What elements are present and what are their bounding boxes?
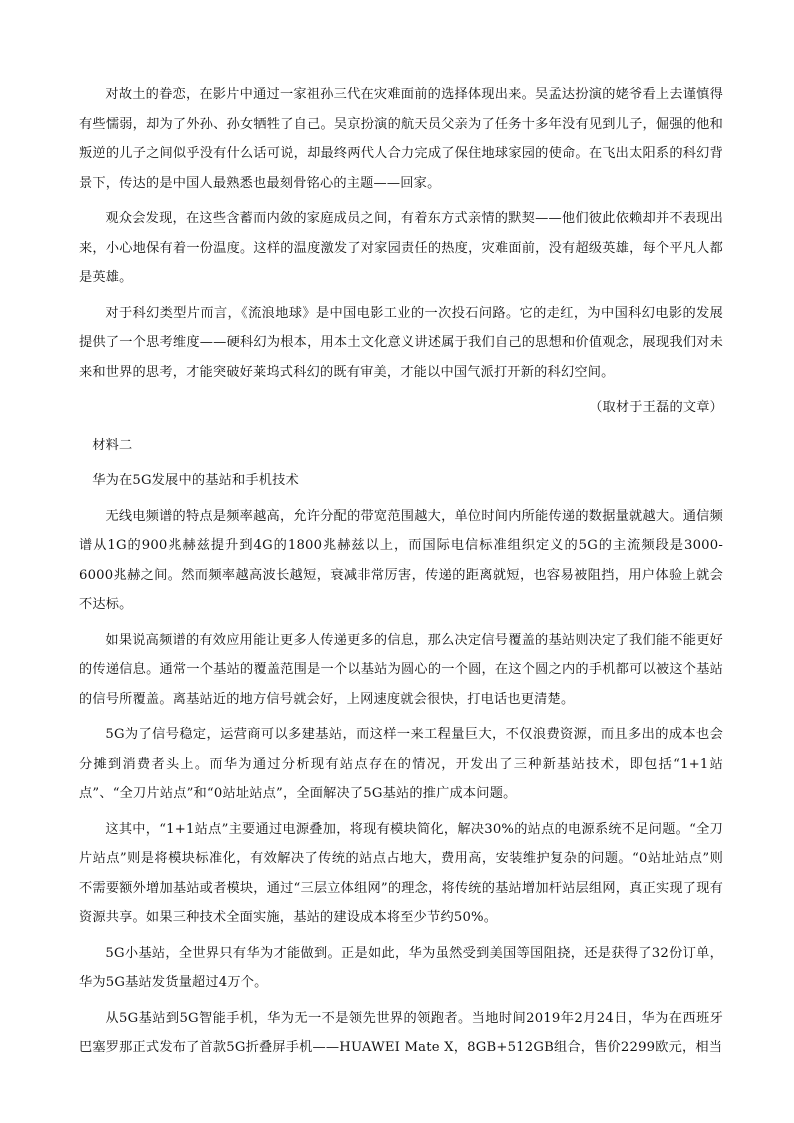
- material1-paragraph-2: 观众会发现，在这些含蓄而内敛的家庭成员之间，有着东方式亲情的默契——他们彼此依赖却并不表现出来，小心地保有着一份温度。这样的温度激发了对家园责任的热度，灾难面前，没有超级英雄，每个平凡人都是英雄。: [79, 211, 723, 285]
- material2-paragraph-5: 5G小基站，全世界只有华为才能做到。正是如此，华为虽然受到美国等国阻挠，还是获得了32份订单，华为5G基站发货量超过4万个。: [79, 945, 723, 990]
- material1-paragraph-3: 对于科幻类型片而言，《流浪地球》是中国电影工业的一次投石问路。它的走红，为中国科幻电影的发展提供了一个思考维度——硬科幻为根本，用本土文化意义讲述属于我们自己的思想和价值观念，展现我们对未来和世界的思考，才能突破好莱坞式科幻的既有审美，才能以中国气派打开新的科幻空间。: [79, 305, 723, 380]
- material2-paragraph-2: 如果说高频谱的有效应用能让更多人传递更多的信息，那么决定信号覆盖的基站则决定了我们能不能更好的传递信息。通常一个基站的覆盖范围是一个以基站为圆心的一个圆，在这个圆之内的手机都可以被这个基站的信号所覆盖。离基站近的地方信号就会好，上网速度就会很快，打电话也更清楚。: [79, 632, 723, 707]
- material2-paragraph-6: 从5G基站到5G智能手机，华为无一不是领先世界的领跑者。当地时间2019年2月24日，华为在西班牙巴塞罗那正式发布了首款5G折叠屏手机——HUAWEI Mate X，8GB+512GB组合，售价2299欧元，相当: [79, 1010, 723, 1055]
- material2-paragraph-4: 这其中，“1+1站点”主要通过电源叠加，将现有模块简化，解决30%的站点的电源系统不足问题。“全刀片站点”则是将模块标准化，有效解决了传统的站点占地大，费用高，安装维护复杂的问题。“0站址站点”则不需要额外增加基站或者模块，通过“三层立体组网”的理念，将传统的基站增加杆站层组网，真正实现了现有资源共享。如果三种技术全面实施，基站的建设成本将至少节约50%。: [79, 821, 723, 925]
- material2-paragraph-1: 无线电频谱的特点是频率越高，允许分配的带宽范围越大，单位时间内所能传递的数据量就越大。通信频谱从1G的900兆赫兹提升到4G的1800兆赫兹以上，而国际电信标准组织定义的5G的主流频段是3000-6000兆赫之间。然而频率越高波长越短，衰减非常厉害，传递的距离就短，也容易被阻挡，用户体验上就会不达标。: [79, 508, 723, 612]
- material1-paragraph-1: 对故土的眷恋，在影片中通过一家祖孙三代在灾难面前的选择体现出来。吴孟达扮演的姥爷看上去谨慎得有些懦弱，却为了外孙、孙女牺牲了自己。吴京扮演的航天员父亲为了任务十多年没有见到儿子，倔强的他和叛逆的儿子之间似乎没有什么话可说，却最终两代人合力完成了保住地球家园的使命。在飞出太阳系的科幻背景下，传达的是中国人最熟悉也最刻骨铭心的主题——回家。: [79, 87, 723, 191]
- material2-paragraph-3: 5G为了信号稳定，运营商可以多建基站，而这样一来工程量巨大，不仅浪费资源，而且多出的成本也会分摊到消费者头上。而华为通过分析现有站点存在的情况，开发出了三种新基站技术，即包括“1+1站点”、“全刀片站点”和“0站址站点”，全面解决了5G基站的推广成本问题。: [79, 727, 723, 801]
- material2-heading: 材料二: [92, 437, 133, 453]
- material2-title: 华为在5G发展中的基站和手机技术: [92, 473, 299, 488]
- document-page: [79, 80, 723, 1069]
- material1-source: （取材于王磊的文章）: [589, 400, 723, 415]
